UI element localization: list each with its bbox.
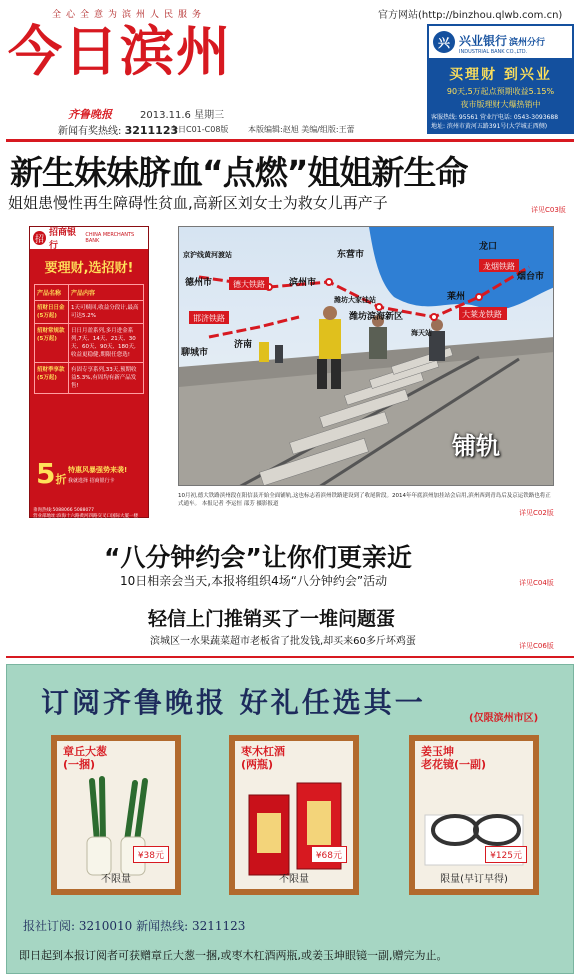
table-row	[35, 301, 144, 324]
cmb-name-en: CHINA MERCHANTS BANK	[85, 232, 135, 244]
map-label: 聊城市	[181, 348, 209, 358]
photo-label: 铺轨	[452, 432, 500, 460]
subscription-footer: 即日起到本报订阅者可获赠章丘大葱一捆,或枣木杠酒两瓶,或姜玉坤眼镜一副,赠完为止。	[19, 949, 448, 962]
page-range: 今日C01-C08版	[170, 125, 229, 134]
discount-badge	[36, 457, 66, 490]
scallion-icon	[57, 771, 175, 881]
cmb-product-table	[34, 284, 144, 394]
discount-value: 5	[36, 457, 56, 490]
product-desc: 1天可赎回,收益分段计,最高可达5.2%	[69, 301, 144, 324]
bank-tel: 客服热线: 95561 营业厅电话: 0543-3093688	[431, 114, 559, 121]
gift-note: 限量(早订早得)	[440, 874, 508, 885]
subscription-title: 订阅齐鲁晚报 好礼任选其一	[41, 686, 426, 719]
cmb-promo-sub: 我就选择 招商银行卡	[68, 478, 115, 484]
cmb-tel: 垂询热线:5088066 5088077	[33, 508, 95, 513]
gift-glasses[interactable]	[409, 735, 539, 895]
gift-note: 不限量	[279, 874, 309, 885]
headline-2[interactable]: “八分钟约会”让你们更亲近	[104, 543, 412, 572]
map-label: 莱州	[447, 292, 466, 302]
map-label: 潍坊滨海新区	[349, 312, 404, 322]
map-label: 京沪线黄河渡站	[183, 251, 232, 259]
map-label: 滨州市	[289, 278, 317, 288]
subheadline-1: 姐姐患慢性再生障碍性贫血,高新区刘女士为救女儿再产子	[8, 194, 388, 212]
paper-name: 齐鲁晚报	[68, 108, 112, 121]
bank-ad-header	[427, 24, 574, 60]
subheadline-2: 10日相亲会当天,本报将组织4场“八分钟约会”活动	[120, 574, 388, 588]
liquor-box-icon	[235, 773, 353, 883]
column-header: 产品内容	[69, 285, 144, 301]
product-name: 招财日日金(5万起)	[35, 301, 69, 324]
map-label: 东营市	[337, 250, 365, 260]
masthead-slogan: 全心全意为滨州人民服务	[52, 10, 207, 20]
headline-3[interactable]: 轻信上门推销买了一堆问题蛋	[148, 608, 396, 630]
see-page-c02[interactable]: 详见C02版	[519, 509, 554, 517]
cmb-name: 招商银行	[48, 228, 76, 251]
headline-1[interactable]: 新生妹妹脐血“点燃”姐姐新生命	[10, 153, 468, 192]
bank-rate: 90天,5万起点预期收益5.15%	[446, 87, 555, 96]
news-hotline	[58, 122, 178, 137]
newspaper-logo: 今日滨州	[8, 20, 232, 83]
see-page-c06[interactable]: 详见C06版	[519, 642, 554, 650]
map-label: 烟台市	[517, 272, 545, 282]
gift-price: ¥38元	[133, 846, 169, 863]
map-route-label: 德大铁路	[233, 280, 265, 289]
table-header-row	[35, 285, 144, 301]
map-route-label: 大莱龙铁路	[462, 310, 502, 319]
subscription-hotlines: 报社订阅: 3210010 新闻热线: 3211123	[23, 919, 246, 933]
map-label: 德州市	[185, 278, 213, 288]
section-divider	[6, 656, 574, 658]
product-desc: 日日月盈系列,多月进金系列,7天、14天、21天、30天、60天、90天、180天,收益更稳健,期限任您选!	[69, 324, 144, 363]
gift-name: 姜玉坤 老花镜(一副)	[421, 745, 487, 771]
bank-footer	[427, 110, 574, 131]
cmb-promo: 特惠风暴强势来袭!	[68, 466, 128, 474]
product-name: 招财常规款(5万起)	[35, 324, 69, 363]
bank-name-en: INDUSTRIAL BANK CO.,LTD.	[459, 48, 528, 55]
cmb-bank-ad[interactable]	[29, 226, 149, 518]
table-row	[35, 324, 144, 363]
cmb-address: 营业部地址:滨海十六路黄河四路交叉口国际大厦一楼	[33, 514, 139, 519]
photo-caption: 10月初,德大铁路滨州段在阳信县开始全面铺轨,这也标志着滨州铁路建设到了收尾阶段。2014年年底滨州加挂站会启用,滨州西到青岛后及京运铁路也将正式通车。 本报记者 李运恒 邵芳 摄影报道	[178, 493, 551, 507]
issue-date: 2013.11.6 星期三	[140, 110, 225, 121]
subheadline-3: 滨城区一水果蔬菜超市老板省了批发钱,却买来60多斤坏鸡蛋	[150, 636, 416, 647]
cmb-title: 要理财,选招财!	[44, 261, 134, 276]
see-page-c03[interactable]: 详见C03版	[531, 206, 566, 214]
subscription-region: (仅限滨州市区)	[469, 713, 539, 724]
gift-liquor[interactable]	[229, 735, 359, 895]
column-header: 产品名称	[35, 285, 69, 301]
cmb-logo-icon: 招	[33, 231, 46, 245]
map-route-label: 邯济铁路	[193, 314, 225, 323]
glasses-icon	[415, 775, 533, 885]
gift-price: ¥125元	[485, 846, 527, 863]
map-label: 潍坊大家洼站	[334, 296, 376, 304]
map-label: 济南	[234, 340, 253, 350]
bank-slogan: 买理财 到兴业	[449, 67, 552, 83]
gift-name: 章丘大葱 (一捆)	[63, 745, 107, 771]
see-page-c04[interactable]: 详见C04版	[519, 579, 554, 587]
discount-unit: 折	[55, 473, 67, 486]
hotline-label: 新闻有奖热线:	[58, 126, 122, 137]
map-label: 海天站	[411, 329, 432, 337]
gift-name: 枣木杠酒 (两瓶)	[241, 745, 285, 771]
bank-logo-icon: 兴	[433, 31, 455, 53]
map-route-label: 龙烟铁路	[483, 262, 515, 271]
table-row	[35, 363, 144, 394]
gift-note: 不限量	[101, 874, 131, 885]
official-site-link[interactable]: 官方网站(http://binzhou.qlwb.com.cn)	[378, 10, 563, 21]
bank-hot: 夜市版理财大爆热销中	[460, 100, 541, 109]
gift-scallion[interactable]	[51, 735, 181, 895]
bank-address: 地址: 滨州市黄河五路391号(大学城正西侧)	[431, 123, 548, 130]
product-name: 招财季享款(5万起)	[35, 363, 69, 394]
gift-price: ¥68元	[311, 846, 347, 863]
bank-branch: 滨州分行	[509, 37, 546, 48]
bank-name: 兴业银行	[459, 33, 508, 48]
masthead-divider	[6, 139, 574, 142]
editors-credit: 本版编辑:赵旭 美编/组版:王蕾	[248, 125, 355, 134]
product-desc: 有固专享系列,33天,预期收益5.3%,有周均有新产品发售!	[69, 363, 144, 394]
cmb-contact	[33, 507, 138, 519]
subscription-ad[interactable]	[6, 664, 574, 974]
cmb-header	[30, 227, 148, 249]
bank-name-block	[459, 30, 545, 55]
map-label: 龙口	[479, 242, 498, 252]
industrial-bank-ad[interactable]	[427, 24, 574, 134]
hotline-number: 3211123	[124, 124, 179, 137]
